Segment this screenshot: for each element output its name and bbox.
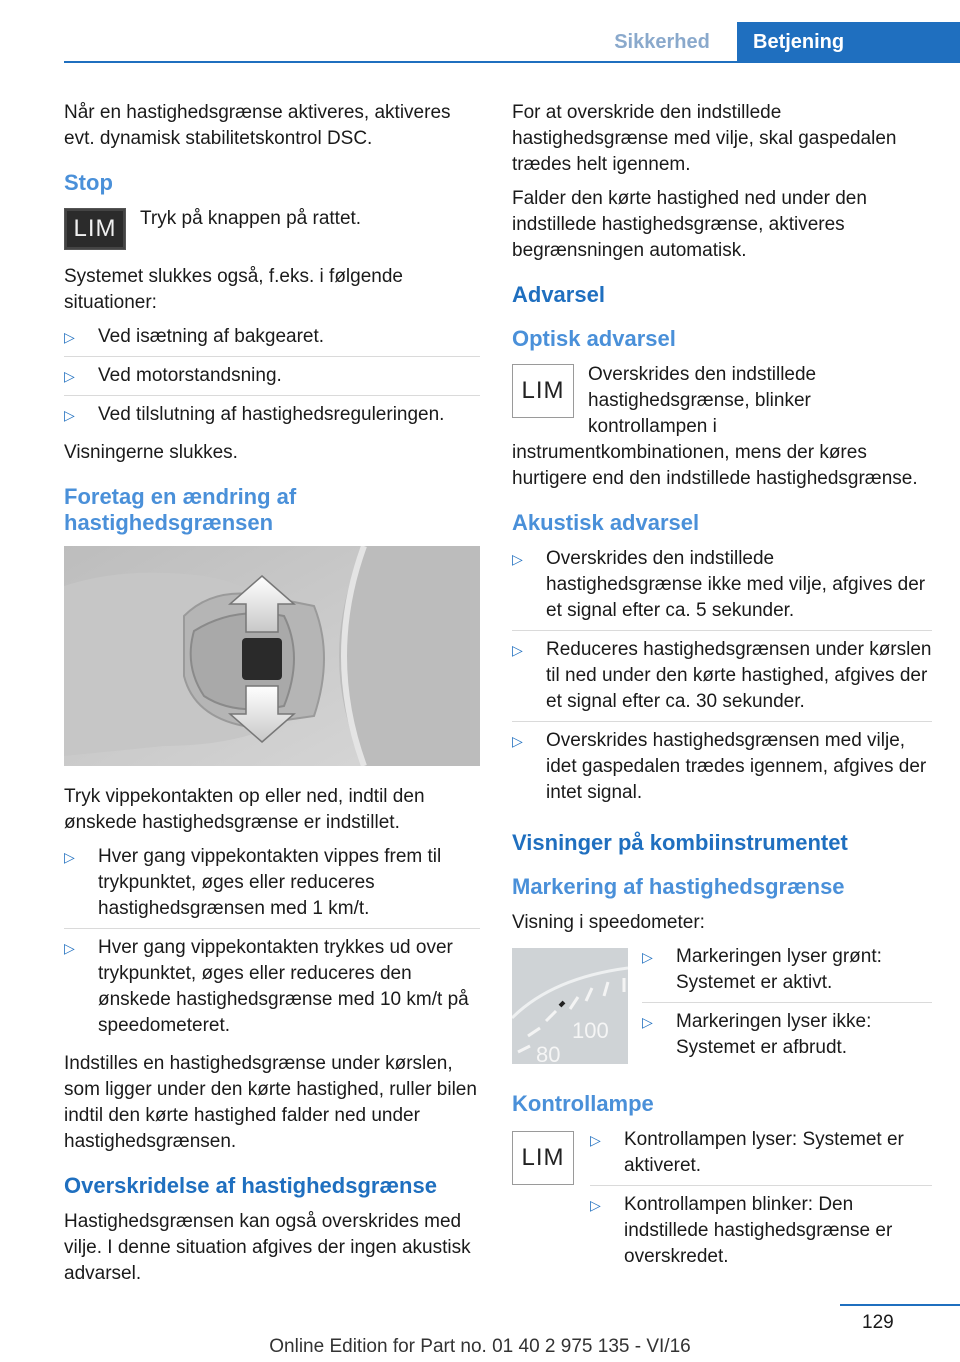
stop-heading: Stop — [64, 170, 113, 195]
speedo-100-label: 100 — [572, 1018, 609, 1043]
intro-text: Når en hastighedsgrænse aktiveres, aktiveres evt. dynamisk stabilitetskontrol DSC. — [64, 102, 451, 149]
lim-button-icon: LIM — [64, 208, 126, 250]
bullet-icon: ▷ — [64, 368, 75, 384]
rocker-text: Tryk vippekontakten op eller ned, indtil den ønskede hastighedsgrænse er indstillet. — [64, 786, 425, 833]
edition-text: Online Edition for Part no. 01 40 2 975 135 - VI/16 — [269, 1336, 691, 1357]
lamp-heading: Kontrollampe — [512, 1091, 654, 1116]
list-item: ▷ Kontrollampen blinker: Den indstillede hastighedsgrænse er overskredet. — [590, 1194, 893, 1267]
marking-heading: Markering af hastighedsgrænse — [512, 874, 845, 899]
lamp-section — [512, 1127, 932, 1282]
bullet-icon: ▷ — [64, 849, 75, 865]
lamp-list — [590, 1127, 932, 1276]
stop-text: Tryk på knappen på rattet. — [140, 208, 362, 229]
optical-heading: Optisk advarsel — [512, 326, 676, 351]
speedometer-icon — [512, 948, 628, 1064]
right-column — [512, 100, 932, 1282]
list-item: ▷ Ved tilslutning af hastighedsreguleringen. — [64, 402, 480, 434]
stop-instruction — [64, 206, 480, 256]
exceed-heading: Overskridelse af hastighedsgrænse — [64, 1173, 437, 1198]
list-item: ▷ Kontrollampen lyser: Systemet er aktiveret. — [590, 1127, 932, 1186]
tab-betjening[interactable]: Betjening — [737, 22, 960, 61]
off-text: Systemet slukkes også, f.eks. i følgende situationer: — [64, 266, 403, 313]
list-item: ▷ Overskrides den indstillede hastighedsgrænse ikke med vilje, afgives der et signal efter ca. 5 sekunder. — [512, 546, 932, 631]
list-item: ▷ Hver gang vippekontakten vippes frem til trykpunktet, øges eller reduceres hastighedsgrænsen med 1 km/t. — [64, 844, 480, 929]
acoustic-heading: Akustisk advarsel — [512, 510, 700, 535]
list-item: ▷ Ved motorstandsning. — [64, 363, 480, 396]
optical-warning — [512, 362, 932, 492]
bullet-icon: ▷ — [512, 733, 523, 749]
display-off-text: Visningerne slukkes. — [64, 442, 238, 463]
optical-text: Overskrides den indstillede hastighedsgrænse, blinker kontrollampen i instrumentkombinationen, mens der køres hurtigere end den indstillede hastighedsgrænse. — [512, 364, 918, 489]
speedometer-image — [512, 948, 628, 1064]
tab-sikkerhed[interactable]: Sikkerhed — [614, 31, 710, 53]
rocker-list — [64, 844, 480, 1045]
displays-heading: Visninger på kombiinstrumentet — [512, 830, 848, 855]
bullet-icon: ▷ — [590, 1132, 601, 1148]
left-column — [64, 100, 480, 1295]
fall-text: Falder den kørte hastighed ned under den indstillede hastighedsgrænse, aktiveres begrænsningen automatisk. — [512, 188, 867, 261]
bullet-icon: ▷ — [64, 940, 75, 956]
warning-heading: Advarsel — [512, 282, 605, 307]
override-text: For at overskride den indstillede hastighedsgrænse med vilje, skal gaspedalen trædes helt igennem. — [512, 102, 897, 175]
speedo-80-label: 80 — [536, 1042, 561, 1064]
off-list — [64, 324, 480, 434]
bullet-icon: ▷ — [64, 407, 75, 423]
speedo-list — [642, 944, 932, 1067]
exceed-text: Hastighedsgrænsen kan også overskrides med vilje. I denne situation afgives der ingen akustisk advarsel. — [64, 1211, 471, 1284]
list-item: ▷ Ved isætning af bakgearet. — [64, 324, 480, 357]
speedo-section — [512, 944, 932, 1073]
lim-indicator-icon: LIM — [512, 364, 574, 418]
bullet-icon: ▷ — [642, 1014, 653, 1030]
bullet-icon: ▷ — [642, 949, 653, 965]
bullet-icon: ▷ — [512, 642, 523, 658]
lim-lamp-icon: LIM — [512, 1131, 574, 1185]
change-heading: Foretag en ændring af hastighedsgrænsen — [64, 484, 297, 535]
page-number: 129 — [862, 1312, 894, 1333]
list-item: ▷ Overskrides hastighedsgrænsen med vilje, idet gaspedalen trædes igennem, afgives der intet signal. — [512, 730, 927, 803]
acoustic-list — [512, 546, 932, 812]
bullet-icon: ▷ — [512, 551, 523, 567]
below-speed-text: Indstilles en hastighedsgrænse under kørslen, som ligger under den kørte hastighed, ruller bilen indtil den kørte hastighed falder ned under hastighedsgrænsen. — [64, 1053, 477, 1152]
bullet-icon: ▷ — [590, 1197, 601, 1213]
list-item: ▷ Reduceres hastighedsgrænsen under kørslen til ned under den kørte hastighed, afgives der et signal efter ca. 30 sekunder. — [512, 637, 932, 722]
speedo-intro: Visning i speedometer: — [512, 912, 705, 933]
list-item: ▷ Hver gang vippekontakten trykkes ud over trykpunktet, øges eller reduceres den ønskede hastighedsgrænse med 10 km/t på speedometeret. — [64, 937, 469, 1036]
list-item: ▷ Markeringen lyser ikke: Systemet er afbrudt. — [642, 1011, 872, 1058]
list-item: ▷ Markeringen lyser grønt: Systemet er aktivt. — [642, 944, 932, 1003]
header-rule — [64, 61, 960, 63]
footer-rule — [840, 1304, 960, 1306]
bullet-icon: ▷ — [64, 329, 75, 345]
steering-wheel-rocker-icon — [64, 546, 480, 766]
steering-wheel-image — [64, 546, 480, 766]
